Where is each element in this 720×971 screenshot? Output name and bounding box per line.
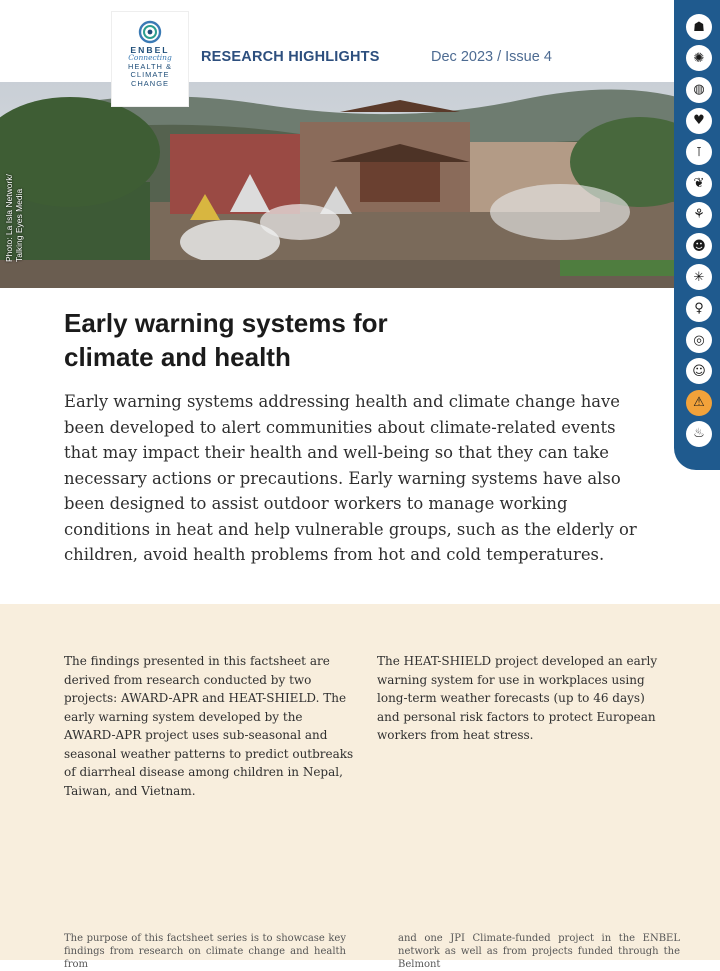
footer-text-left: The purpose of this factsheet series is to showcase key findings from research on climate change and health from [64,933,346,970]
heart-icon[interactable]: ♥ [686,108,712,134]
temple-photo-illustration [0,78,720,288]
logo-mark-icon [136,20,164,44]
pregnant-icon[interactable]: ♀ [686,296,712,322]
logo-text-climate: CLIMATE [130,70,170,80]
footer-text-right: and one JPI Climate-funded project in the ENBEL network as well as from projects funded through the Belmont [398,933,680,970]
mosquito-icon[interactable]: ✺ [686,45,712,71]
photo-credit-line-1: Photo: La Isla Network/ [4,174,14,262]
series-label: RESEARCH HIGHLIGHTS [201,49,380,65]
logo-text-enbel: ENBEL [130,45,170,55]
kidney-icon[interactable]: ❦ [686,171,712,197]
head-icon[interactable]: ☻ [686,233,712,259]
article-title-line-2: climate and health [64,342,291,372]
header-photo [0,78,720,288]
photo-credit [4,152,24,262]
findings-column-right: The HEAT-SHIELD project developed an early warning system for use in workplaces using long-term weather forecasts (up to 46 days) and personal risk factors to protect European workers from heat stress. [377,654,658,742]
fire-icon[interactable]: ♨ [686,421,712,447]
globe-icon[interactable]: ◍ [686,77,712,103]
findings-column-left: The findings presented in this factsheet are derived from research conducted by two projects: AWARD-APR and HEAT-SHIELD. The early warning system developed by the AWARD-APR project uses sub-seasonal and seasonal weather patterns to predict outbreaks of diarrheal disease among children in Nepal, Taiwan, and Vietnam. [64,654,354,798]
child-icon[interactable]: ☺ [686,358,712,384]
logo-text-change: CHANGE [130,78,170,88]
photo-credit-line-2: Talking Eyes Media [14,188,24,262]
article-title [64,306,584,374]
workers-icon[interactable]: ☗ [686,14,712,40]
thermometer-icon[interactable]: ⊺ [686,139,712,165]
alarm-icon[interactable]: ⚠ [686,390,712,416]
logo-text-connecting: Connecting [128,53,172,63]
article-title-line-1: Early warning systems for [64,308,388,338]
lungs-icon[interactable]: ⚘ [686,202,712,228]
issue-label: Dec 2023 / Issue 4 [431,49,552,65]
topic-icon-rail [674,0,720,470]
logo-text-health: HEALTH & [127,61,173,71]
enbel-logo [112,12,188,106]
article-intro: Early warning systems addressing health and climate change have been developed to alert communities about climate-related events that may impact their health and well-being so that they can take necessary actions or precautions. Early warning systems have also been designed to assist outdoor workers to manage working conditions in heat and help vulnerable groups, such as the elderly or children, avoid health problems from hot and cold temperatures. [64,392,637,564]
page-header [0,0,720,82]
snail-icon[interactable]: ◎ [686,327,712,353]
mosquito-2-icon[interactable]: ✳ [686,264,712,290]
